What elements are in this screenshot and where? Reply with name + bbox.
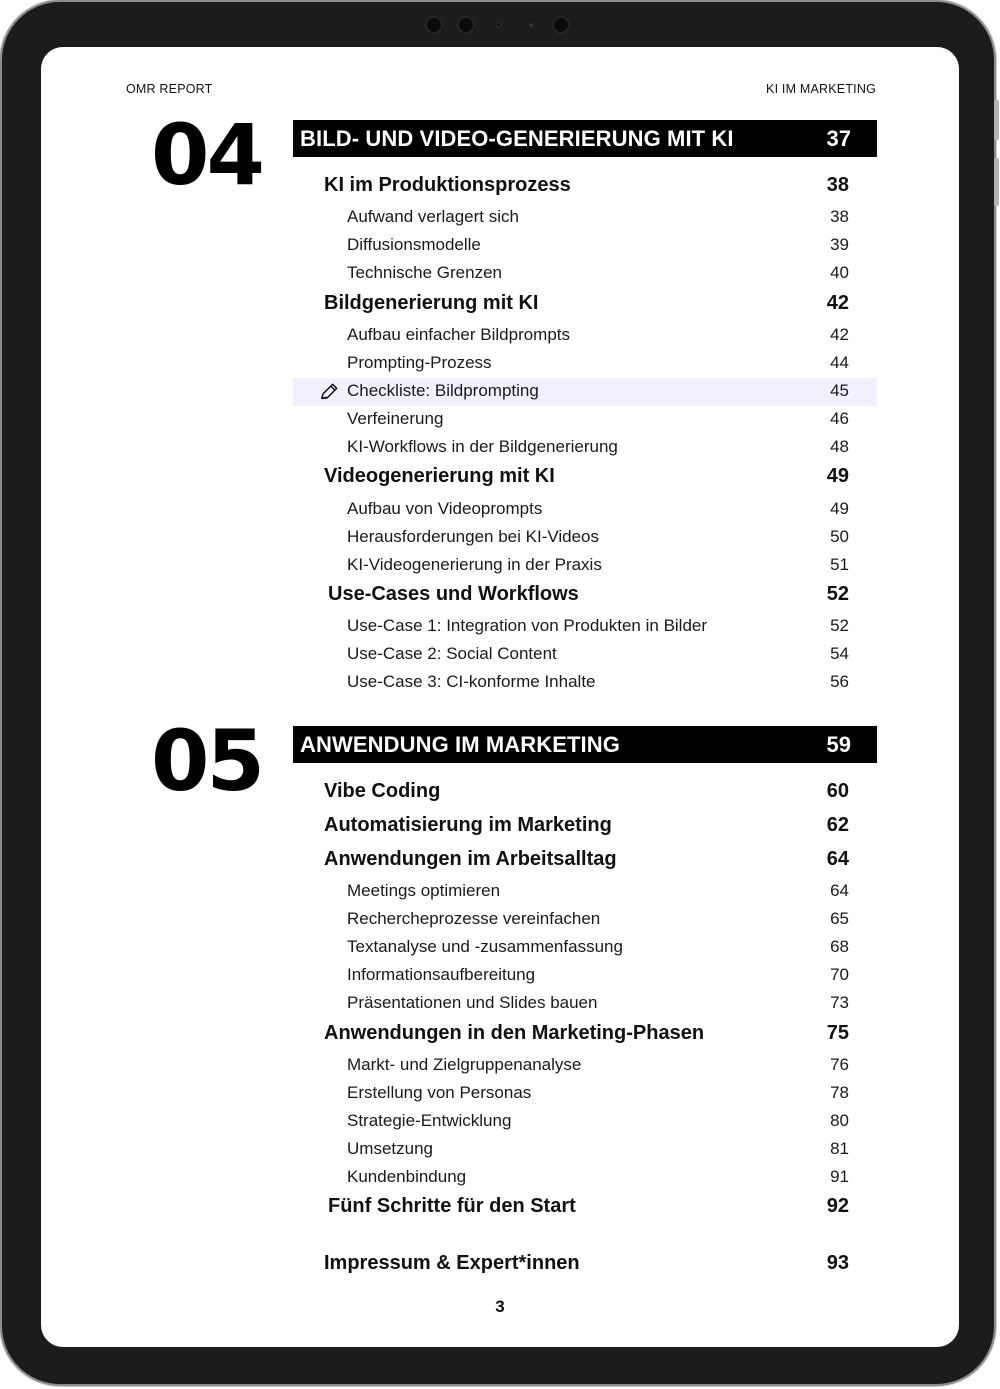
- toc-title: Impressum & Expert*innen: [324, 1252, 580, 1274]
- toc-title: Kundenbindung: [347, 1167, 467, 1186]
- tablet-frame: [2, 2, 994, 1384]
- toc-page: 50: [830, 527, 849, 546]
- toc-title: Rechercheprozesse vereinfachen: [347, 909, 601, 928]
- toc-section[interactable]: [293, 1194, 877, 1222]
- toc-title: Prompting-Prozess: [347, 353, 492, 372]
- header-left: OMR REPORT: [126, 82, 213, 96]
- toc-page: 92: [826, 1195, 849, 1217]
- toc-section[interactable]: [293, 1251, 877, 1279]
- page-number: 3: [495, 1297, 505, 1316]
- toc-section[interactable]: [293, 779, 877, 807]
- toc-page: 62: [826, 814, 849, 836]
- header-right: KI IM MARKETING: [766, 82, 876, 96]
- toc-title: Strategie-Entwicklung: [347, 1111, 512, 1130]
- toc-page: 70: [830, 965, 849, 984]
- toc-subsection[interactable]: [293, 669, 877, 697]
- toc-page: 51: [830, 555, 849, 574]
- toc-subsection[interactable]: [293, 434, 877, 462]
- toc-title: Technische Grenzen: [347, 263, 502, 282]
- camera-lens-icon: [425, 16, 443, 34]
- toc-title: Automatisierung im Marketing: [324, 814, 612, 836]
- toc-title: KI-Workflows in der Bildgenerierung: [347, 437, 618, 456]
- toc-section[interactable]: [293, 291, 877, 319]
- toc-subsection[interactable]: [293, 1052, 877, 1080]
- toc-title: Textanalyse und -zusammenfassung: [347, 937, 623, 956]
- toc-title: Markt- und Zielgruppenanalyse: [347, 1055, 582, 1074]
- toc-subsection[interactable]: [293, 406, 877, 434]
- toc-section[interactable]: [293, 1021, 877, 1049]
- toc-title: Use-Cases und Workflows: [328, 583, 579, 605]
- toc-page: 81: [830, 1139, 849, 1158]
- toc-subsection[interactable]: [293, 1080, 877, 1108]
- chapter-title: BILD- UND VIDEO-GENERIERUNG MIT KI: [300, 126, 734, 151]
- toc-page: 91: [830, 1167, 849, 1186]
- toc-title: Aufbau einfacher Bildprompts: [347, 325, 571, 344]
- toc-subsection[interactable]: [293, 990, 877, 1018]
- toc-page: 64: [826, 848, 849, 870]
- toc-title: Diffusionsmodelle: [347, 235, 481, 254]
- toc-page: 64: [830, 881, 849, 900]
- toc-page: 80: [830, 1111, 849, 1130]
- toc-page: 52: [826, 583, 849, 605]
- camera-lens-icon: [552, 16, 570, 34]
- toc-title: Aufwand verlagert sich: [347, 207, 519, 226]
- toc-subsection[interactable]: [293, 641, 877, 669]
- toc-page: 39: [830, 235, 849, 254]
- toc-page: 73: [830, 993, 849, 1012]
- toc-title: Informationsaufbereitung: [347, 965, 536, 984]
- toc-page: 49: [830, 499, 849, 518]
- toc-page: 49: [826, 465, 849, 487]
- toc-page: 42: [830, 325, 849, 344]
- toc-section[interactable]: [293, 173, 877, 201]
- toc-subsection[interactable]: [293, 524, 877, 552]
- toc-title: Checkliste: Bildprompting: [347, 381, 539, 400]
- chapter-number: 05: [151, 712, 262, 810]
- toc-page: 38: [826, 174, 849, 196]
- chapter-title-bar[interactable]: [293, 726, 877, 763]
- toc-section[interactable]: [293, 582, 877, 610]
- toc-page: 52: [830, 616, 849, 635]
- camera-lens-icon: [457, 16, 475, 34]
- chapter-page: 59: [826, 732, 851, 757]
- toc-subsection[interactable]: [293, 204, 877, 232]
- toc-page: 44: [830, 353, 849, 372]
- toc-title: Anwendungen in den Marketing-Phasen: [324, 1022, 705, 1044]
- toc-subsection[interactable]: [293, 962, 877, 990]
- toc-page: 54: [830, 644, 849, 663]
- chapter-title-bar[interactable]: [293, 120, 877, 157]
- toc-title: Umsetzung: [347, 1139, 433, 1158]
- toc-title: Aufbau von Videoprompts: [347, 499, 543, 518]
- toc-title: KI im Produktionsprozess: [324, 174, 571, 196]
- toc-section[interactable]: [293, 847, 877, 875]
- toc-subsection[interactable]: [293, 322, 877, 350]
- toc-page: 65: [830, 909, 849, 928]
- sensor-dot-icon: [529, 23, 533, 27]
- toc-page: 93: [826, 1252, 849, 1274]
- toc-subsection[interactable]: [293, 1108, 877, 1136]
- toc-subsection[interactable]: [293, 496, 877, 524]
- toc-title: Bildgenerierung mit KI: [324, 292, 539, 314]
- toc-subsection[interactable]: [293, 934, 877, 962]
- chapter-title: ANWENDUNG IM MARKETING: [300, 732, 620, 757]
- toc-page: 56: [830, 672, 849, 691]
- toc-title: Anwendungen im Arbeitsalltag: [324, 848, 617, 870]
- toc-page: 68: [830, 937, 849, 956]
- toc-title: KI-Videogenerierung in der Praxis: [347, 555, 602, 574]
- toc-subsection[interactable]: [293, 232, 877, 260]
- toc-page: 38: [830, 207, 849, 226]
- toc-subsection[interactable]: [293, 350, 877, 378]
- toc-subsection[interactable]: [293, 1136, 877, 1164]
- toc-page: 48: [830, 437, 849, 456]
- toc-title: Erstellung von Personas: [347, 1083, 532, 1102]
- toc-subsection[interactable]: [293, 906, 877, 934]
- toc-subsection[interactable]: [293, 552, 877, 580]
- toc-subsection[interactable]: [293, 1164, 877, 1192]
- toc-page: 42: [826, 292, 849, 314]
- toc-page: 40: [830, 263, 849, 282]
- toc-title: Use-Case 3: CI-konforme Inhalte: [347, 672, 596, 691]
- toc-title: Videogenerierung mit KI: [324, 465, 555, 487]
- toc-subsection[interactable]: [293, 378, 877, 406]
- toc-subsection[interactable]: [293, 613, 877, 641]
- sensor-icon: [495, 21, 502, 28]
- toc-title: Meetings optimieren: [347, 881, 501, 900]
- toc-section[interactable]: [293, 464, 877, 492]
- toc-page: 46: [830, 409, 849, 428]
- toc-title: Herausforderungen bei KI-Videos: [347, 527, 600, 546]
- pencil-icon: [318, 382, 340, 402]
- toc-page: 45: [830, 381, 849, 400]
- toc-page: 78: [830, 1083, 849, 1102]
- toc-page: 60: [826, 780, 849, 802]
- toc-title: Vibe Coding: [324, 780, 441, 802]
- toc-title: Verfeinerung: [347, 409, 444, 428]
- toc-subsection[interactable]: [293, 260, 877, 288]
- toc-page: 75: [826, 1022, 849, 1044]
- toc-title: Fünf Schritte für den Start: [328, 1195, 576, 1217]
- chapter-number: 04: [151, 106, 262, 204]
- volume-button: [994, 158, 999, 206]
- toc-title: Use-Case 2: Social Content: [347, 644, 557, 663]
- toc-subsection[interactable]: [293, 878, 877, 906]
- toc-title: Präsentationen und Slides bauen: [347, 993, 598, 1012]
- toc-page: 76: [830, 1055, 849, 1074]
- toc-title: Use-Case 1: Integration von Produkten in Bilder: [347, 616, 708, 635]
- toc-section[interactable]: [293, 813, 877, 841]
- side-button: [994, 100, 999, 140]
- chapter-page: 37: [826, 126, 851, 151]
- document-page: [41, 47, 959, 1347]
